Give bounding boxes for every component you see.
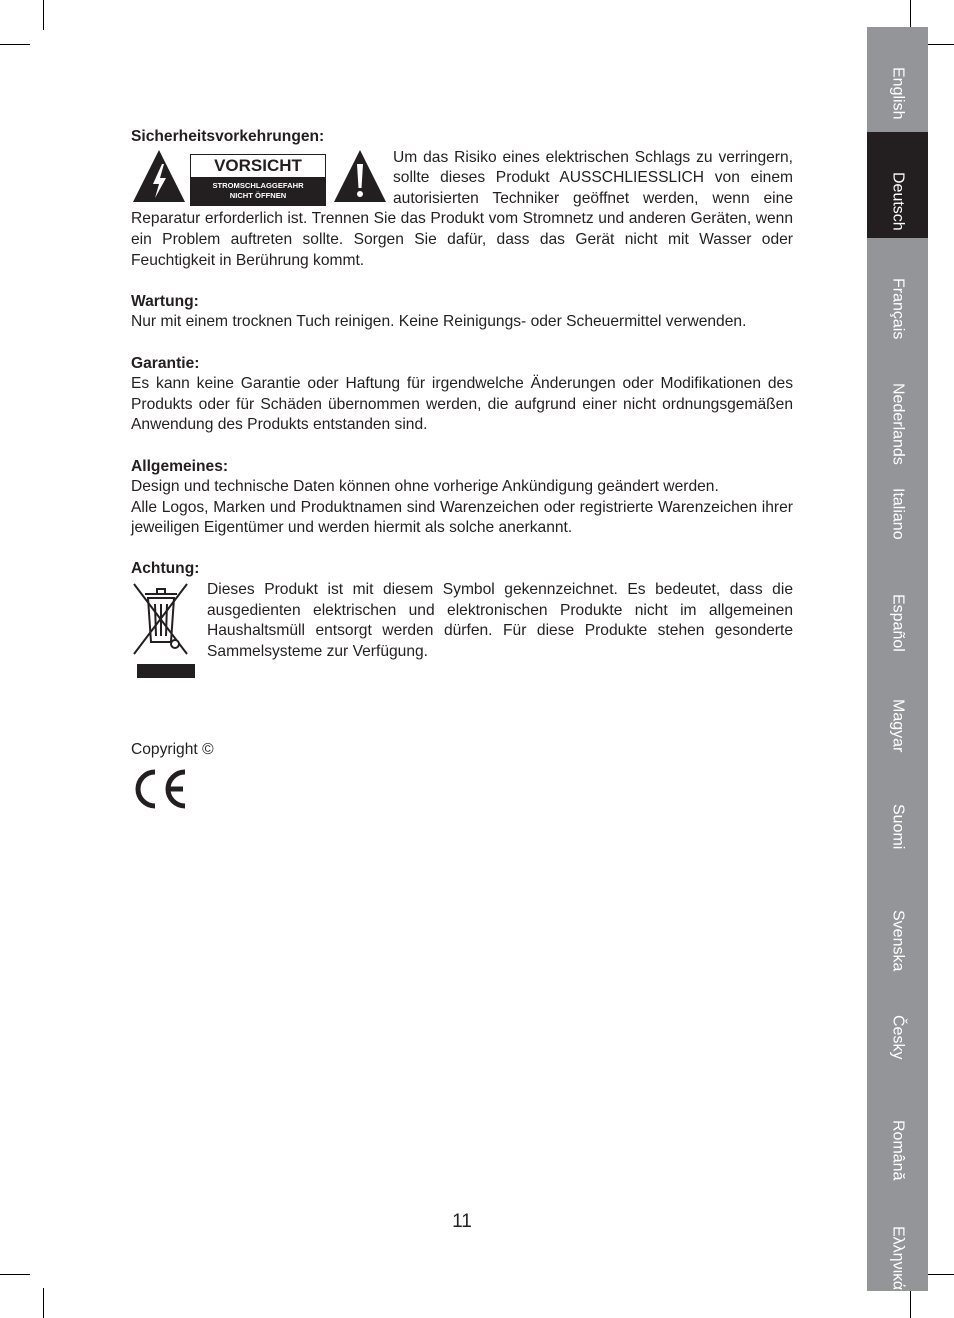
crop-mark (43, 0, 44, 30)
tab-9[interactable] (867, 975, 928, 1080)
tab-7[interactable] (867, 764, 928, 869)
weee-crossed-bin-icon (131, 580, 191, 660)
caution-label (131, 148, 387, 206)
crop-mark (43, 1288, 44, 1318)
tab-label: English (889, 67, 907, 120)
crop-mark (924, 1274, 954, 1275)
crop-mark (924, 44, 954, 45)
tab-label: Italiano (889, 488, 907, 540)
tab-3[interactable] (867, 343, 928, 465)
vorsicht-line-1: STROMSCHLAGGEFAHR (212, 180, 304, 190)
tab-label: Français (889, 277, 907, 340)
tab-0[interactable] (867, 27, 928, 132)
crop-mark (910, 0, 911, 30)
tab-6[interactable] (867, 659, 928, 764)
weee-symbol (131, 580, 207, 690)
tab-8[interactable] (867, 870, 928, 975)
document-body (131, 127, 793, 811)
warranty-text: Es kann keine Garantie oder Haftung für irgendwelche Änderungen oder Modifikationen des Produkts oder für Schäden übernommen werden, die aufgrund einer nicht ordnungsgemäßen Anwendung des Produkts entstanden sind. (131, 375, 793, 434)
maintenance-text: Nur mit einem trocknen Tuch reinigen. Keine Reinigungs- oder Scheuermittel verwenden. (131, 313, 747, 331)
tab-label: Ελληνικά (889, 1225, 907, 1290)
page-number: 11 (452, 1211, 472, 1232)
general-text-2: Alle Logos, Marken und Produktnamen sind Warenzeichen oder registrierte Warenzeichen ihrer jeweiligen Eigentümer und werden hiermit als solche anerkannt. (131, 498, 793, 537)
tab-2[interactable] (867, 238, 928, 343)
tab-label: Nederlands (889, 383, 907, 465)
tab-label: Deutsch (889, 172, 907, 232)
tab-label: Español (889, 593, 907, 652)
safety-heading: Sicherheitsvorkehrungen: (131, 128, 325, 145)
language-tabs (867, 27, 928, 1291)
tab-5[interactable] (867, 554, 928, 659)
tab-label: Magyar (889, 699, 907, 753)
attention-text: Dieses Produkt ist mit diesem Symbol gekennzeichnet. Es bedeutet, dass die ausgedienten elektrischen und elektronischen Produkte nicht im allgemeinen Haushaltsmüll entsorgt werden dürfen. Für diese Produkte stehen gesonderte Sammelsysteme zur Verfügung. (207, 581, 793, 660)
tab-label: Svenska (889, 909, 907, 972)
tab-11[interactable] (867, 1186, 928, 1291)
copyright-text: Copyright © (131, 741, 214, 759)
crop-mark (910, 1288, 911, 1318)
maintenance-heading: Wartung: (131, 292, 199, 310)
tab-label: Română (889, 1120, 907, 1181)
general-text-1: Design und technische Daten können ohne vorherige Ankündigung geändert werden. (131, 478, 719, 496)
attention-heading: Achtung: (131, 560, 200, 578)
crop-mark (0, 44, 30, 45)
general-heading: Allgemeines: (131, 457, 229, 475)
tab-1[interactable] (867, 132, 928, 237)
lightning-warning-icon (131, 148, 187, 204)
vorsicht-line-2: NICHT ÖFFNEN (229, 191, 287, 201)
tab-10[interactable] (867, 1080, 928, 1185)
ce-mark-icon (131, 767, 189, 811)
exclamation-warning-icon (332, 148, 388, 204)
safety-section (131, 148, 793, 272)
tab-label: Česky (889, 1015, 907, 1060)
vorsicht-box (190, 154, 326, 206)
warranty-heading: Garantie: (131, 354, 200, 372)
weee-bar (137, 664, 195, 678)
crop-mark (0, 1274, 30, 1275)
safety-text: Um das Risiko eines elektrischen Schlags zu verringern, sollte dieses Produkt AUSSCHLIESSLICH von einem autorisierten Techniker geöffnet werden, wenn eine Reparatur erforderlich ist. Trennen Sie das Produkt vom Stromnetz und anderen Geräten, wenn ein Problem auftreten sollte. Sorgen Sie dafür, dass das Gerät nicht mit Wasser oder Feuchtigkeit in Berührung kommt. (131, 148, 793, 269)
vorsicht-subtitle (190, 181, 326, 202)
tab-4[interactable] (867, 448, 928, 553)
vorsicht-title: VORSICHT (191, 155, 325, 177)
tab-label: Suomi (889, 804, 907, 850)
attention-section (131, 580, 793, 662)
